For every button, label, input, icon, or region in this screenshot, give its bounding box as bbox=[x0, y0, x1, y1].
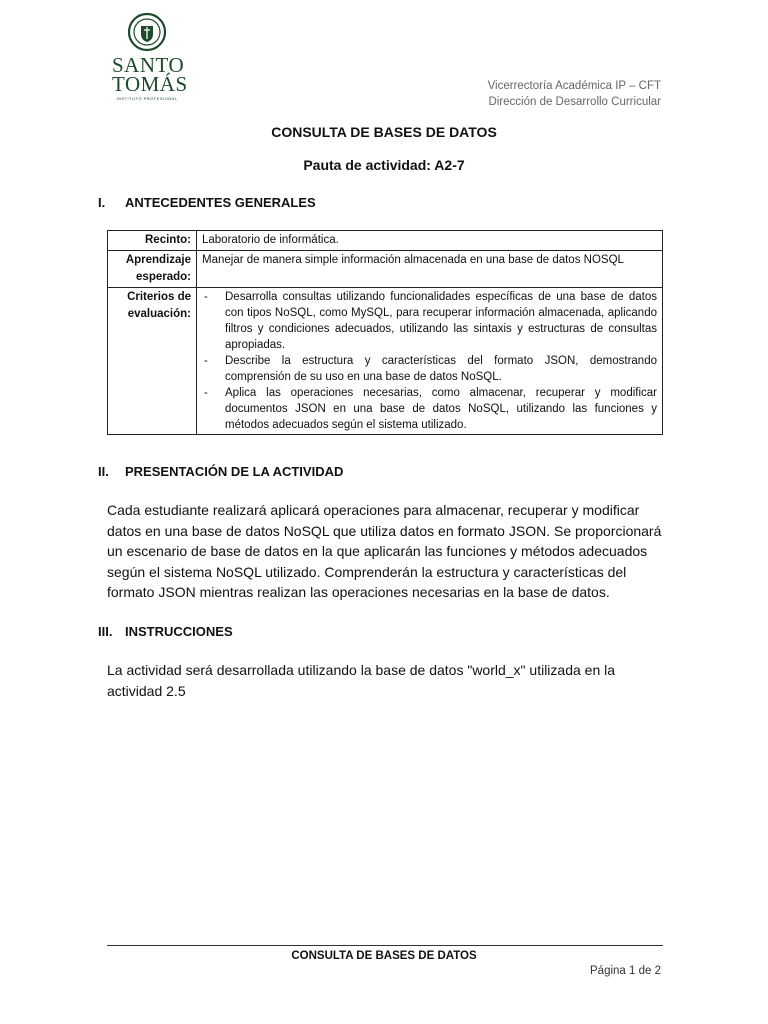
page-number: Página 1 de 2 bbox=[590, 965, 661, 977]
footer-divider bbox=[107, 945, 663, 946]
criterios-value bbox=[197, 288, 663, 435]
footer-title: CONSULTA DE BASES DE DATOS bbox=[291, 950, 477, 962]
section-title: INSTRUCCIONES bbox=[125, 624, 233, 639]
document-subtitle: Pauta de actividad: A2-7 bbox=[303, 157, 465, 173]
section-number: III. bbox=[98, 624, 113, 639]
header-info bbox=[488, 78, 661, 110]
header-line-2: Dirección de Desarrollo Curricular bbox=[488, 96, 661, 108]
general-info-table bbox=[107, 230, 663, 435]
section-number: I. bbox=[98, 195, 106, 210]
header-line-1: Vicerrectoría Académica IP – CFT bbox=[487, 80, 661, 92]
criterios-list bbox=[202, 289, 657, 433]
logo-text: SANTO TOMÁS bbox=[112, 53, 188, 96]
list-item: - Describe la estructura y características del formato JSON, demostrando comprensión de su uso en una base de datos NoSQL. bbox=[202, 353, 657, 385]
section-number: II. bbox=[98, 464, 109, 479]
aprendizaje-label: Aprendizaje esperado: bbox=[108, 251, 197, 288]
section-title: ANTECEDENTES GENERALES bbox=[125, 195, 316, 210]
section-heading-3 bbox=[98, 624, 233, 639]
document-title: CONSULTA DE BASES DE DATOS bbox=[271, 124, 497, 140]
recinto-label: Recinto: bbox=[108, 231, 197, 251]
list-item: - Aplica las operaciones necesarias, como almacenar, recuperar y modificar documentos JSON en una base de datos NoSQL, utilizando las funciones y métodos adecuados según el sistema utilizado. bbox=[202, 385, 657, 433]
table-row bbox=[108, 288, 663, 435]
seal-icon bbox=[127, 12, 167, 52]
instructions-paragraph: La actividad será desarrollada utilizando la base de datos "world_x" utilizada en la actividad 2.5 bbox=[107, 662, 616, 699]
institution-logo bbox=[112, 12, 188, 101]
section-heading-2 bbox=[98, 464, 343, 479]
section-title: PRESENTACIÓN DE LA ACTIVIDAD bbox=[125, 464, 344, 479]
presentation-paragraph: Cada estudiante realizará aplicará operaciones para almacenar, recuperar y modificar datos en una base de datos NoSQL que utiliza datos en formato JSON. Se proporcionará un escenario de base de datos en la que aplicarán las funciones y métodos adecuados según el sistema NoSQL utilizado. Comprenderán la estructura y características del formato JSON mientras realizan las operaciones necesarias en la base de datos. bbox=[107, 502, 662, 600]
criterios-label: Criterios de evaluación: bbox=[108, 288, 197, 435]
recinto-value: Laboratorio de informática. bbox=[197, 231, 663, 251]
table-row bbox=[108, 231, 663, 251]
section-heading-1 bbox=[98, 195, 316, 210]
aprendizaje-value: Manejar de manera simple información almacenada en una base de datos NOSQL bbox=[197, 251, 663, 288]
logo-subtext: INSTITUTO PROFESIONAL bbox=[116, 96, 178, 101]
table-row bbox=[108, 251, 663, 288]
list-item: - Desarrolla consultas utilizando funcionalidades específicas de una base de datos con tipos NoSQL, como MySQL, para recuperar información almacenada, aplicando filtros y condiciones adecuados, utilizando las sintaxis y estructuras de consultas apropiadas. bbox=[202, 289, 657, 353]
